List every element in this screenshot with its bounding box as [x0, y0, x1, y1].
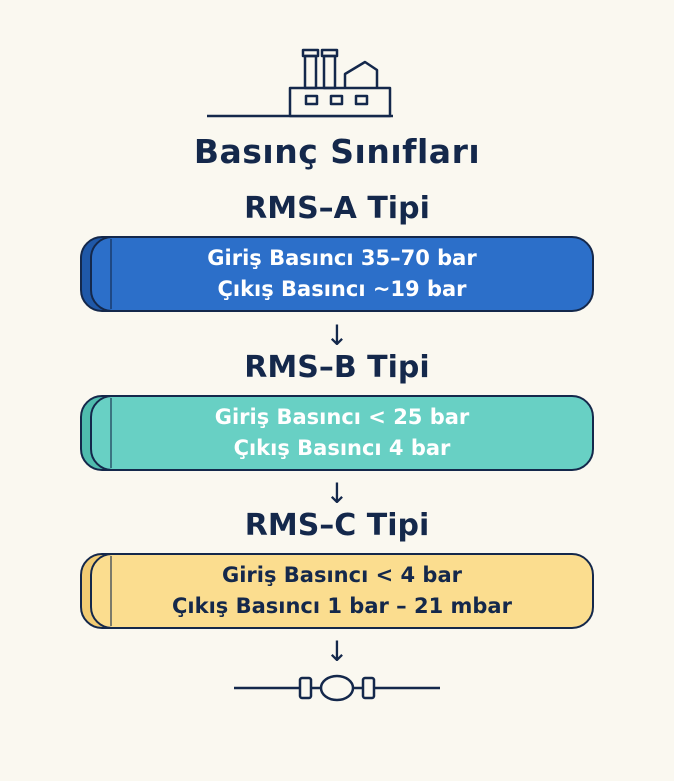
rms-c-pipe: [80, 553, 594, 629]
rms-a-title: RMS–A Tipi: [244, 191, 430, 226]
rms-b-inlet: Giriş Basıncı < 25 bar: [214, 405, 470, 429]
rms-b-pipe: [80, 395, 594, 471]
page-title: Basınç Sınıfları: [193, 132, 481, 171]
down-arrow-icon: ↓: [325, 319, 349, 352]
down-arrow-icon: ↓: [325, 635, 349, 668]
rms-a-outlet: Çıkış Basıncı ~19 bar: [217, 277, 467, 301]
factory-icon: [205, 38, 395, 124]
pipeline-valve-icon: [232, 670, 442, 706]
rms-a-pipe: [80, 236, 594, 312]
rms-a-inlet: Giriş Basıncı 35–70 bar: [207, 246, 477, 270]
rms-b-title: RMS–B Tipi: [244, 350, 430, 385]
pipe-text: [90, 553, 594, 629]
down-arrow-icon: ↓: [325, 477, 349, 510]
rms-b-outlet: Çıkış Basıncı 4 bar: [233, 436, 451, 460]
rms-c-inlet: Giriş Basıncı < 4 bar: [222, 563, 462, 587]
rms-c-title: RMS–C Tipi: [244, 508, 430, 543]
rms-c-outlet: Çıkış Basıncı 1 bar – 21 mbar: [172, 594, 512, 618]
pipe-text: [90, 395, 594, 471]
pipe-text: [90, 236, 594, 312]
